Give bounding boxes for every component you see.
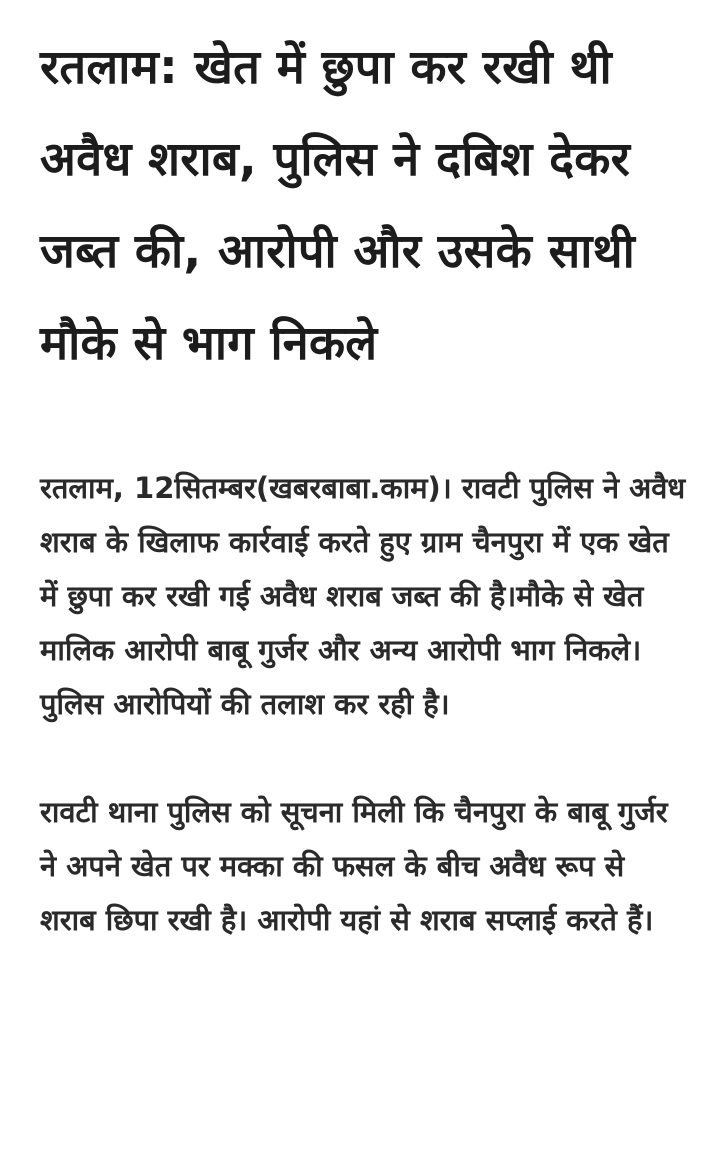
article-headline: रतलाम: खेत में छुपा कर रखी थी अवैध शराब, पुलिस ने दबिश देकर जब्त की, आरोपी और उसके साथी मौके से भाग निकले	[40, 40, 636, 371]
news-article	[40, 22, 690, 947]
article-paragraph-2: रावटी थाना पुलिस को सूचना मिली कि चैनपुरा के बाबू गुर्जर ने अपने खेत पर मक्का की फसल के बीच अवैध रूप से शराब छिपा रखी है। आरोपी यहां से शराब सप्लाई करते हैं।	[40, 795, 668, 937]
article-paragraph-1: रतलाम, 12सितम्बर(खबरबाबा.काम)। रावटी पुलिस ने अवैध शराब के खिलाफ कार्रवाई करते हुए ग्राम चैनपुरा में एक खेत में छुपा कर रखी गई अवैध शराब जब्त की है।मौके से खेत मालिक आरोपी बाबू गुर्जर और अन्य आरोपी भाग निकले। पुलिस आरोपियों की तलाश कर रही है।	[40, 471, 686, 721]
